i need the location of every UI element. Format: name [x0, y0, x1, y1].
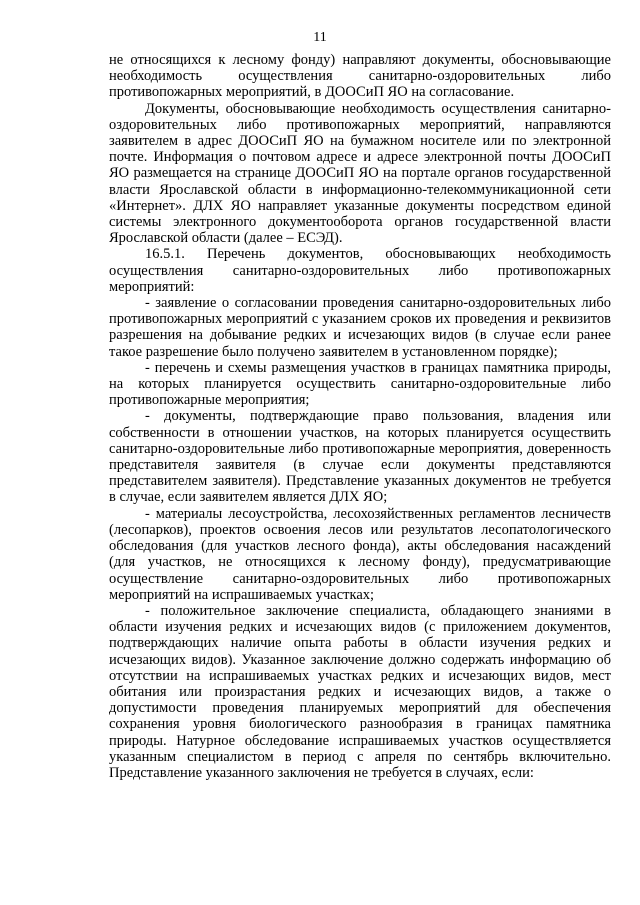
paragraph-submission-procedure: Документы, обосновывающие необходимость осуществления санитарно-оздоровительных либо противопожарных мероприятий, направляются заявителем в адрес ДООСиП ЯО на бумажном носителе или по электронной почте. Информация о почтовом адресе и адресе электронной почты ДООСиП ЯО размещается на странице ДООСиП ЯО на портале органов государственной власти Ярославской области в информационно-телекоммуникационной сети «Интернет». ДЛХ ЯО направляет указанные документы посредством единой системы электронного документооборота органов государственной власти Ярославской области (далее – ЕСЭД). [109, 100, 611, 247]
list-item-site-schemes: - перечень и схемы размещения участков в границах памятника природы, на которых планируется осуществить санитарно-оздоровительные либо противопожарные мероприятия; [109, 359, 611, 409]
page-number: 11 [313, 30, 327, 45]
list-item-specialist-conclusion: - положительное заключение специалиста, обладающего знаниями в области изучения редких и исчезающих видов (с приложением документов, подтверждающих наличие опыта работы в области изучения редких и исчезающих видов). Указанное заключение должно содержать информацию об отсутствии на испрашиваемых участках редких и исчезающих видов, мест обитания или произрастания редких и исчезающих видов, а также о допустимости проведения планируемых мероприятий для обеспечения сохранения уровня биологического разнообразия в границах памятника природы. Натурное обследование испрашиваемых участков осуществляется указанным специалистом в период с апреля по сентябрь включительно. Представление указанного заключения не требуется в случаях, если: [109, 602, 611, 781]
document-body [109, 52, 611, 781]
list-item-application: - заявление о согласовании проведения санитарно-оздоровительных либо противопожарных мероприятий с указанием сроков их проведения и реквизитов разрешения на добывание редких и исчезающих видов (в случае если ранее такое разрешение было получено заявителем в установленном порядке); [109, 295, 611, 360]
list-item-ownership-documents: - документы, подтверждающие право пользования, владения или собственности в отношении участков, на которых планируется осуществить санитарно-оздоровительные либо противопожарные мероприятия, доверенность представителя заявителя (в случае если документы представляются представителем заявителя). Представление указанных документов не требуется в случае, если заявителем является ДЛХ ЯО; [109, 408, 611, 506]
list-item-forest-materials: - материалы лесоустройства, лесохозяйственных регламентов лесничеств (лесопарков), проектов освоения лесов или результатов лесопатологического обследования (для участков лесного фонда), акты обследования насаждений (для участков, не относящихся к лесному фонду), предусматривающие осуществление санитарно-оздоровительных либо противопожарных мероприятий на испрашиваемых участках; [109, 505, 611, 603]
paragraph-continuation: не относящихся к лесному фонду) направляют документы, обосновывающие необходимость осуществления санитарно-оздоровительных либо противопожарных мероприятий, в ДООСиП ЯО на согласование. [109, 52, 611, 101]
paragraph-document-list-heading: 16.5.1. Перечень документов, обосновывающих необходимость осуществления санитарно-оздоровительных либо противопожарных мероприятий: [109, 246, 611, 295]
